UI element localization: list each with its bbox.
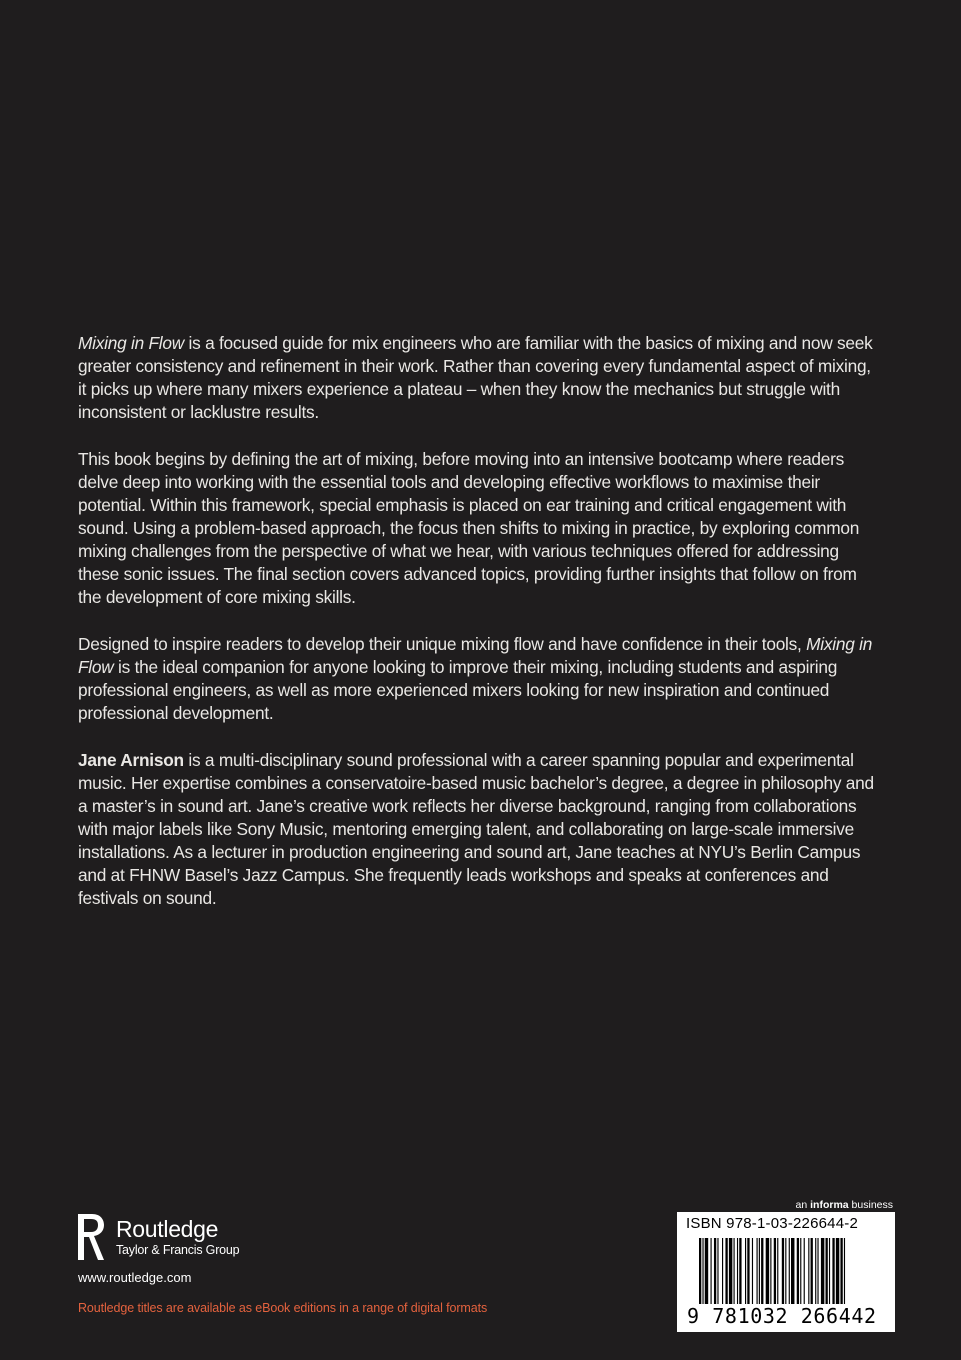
barcode-bar (729, 1238, 732, 1310)
informa-prefix: an (795, 1199, 811, 1211)
barcode-digits: 9 781032 266442 (687, 1304, 877, 1328)
publisher-url[interactable]: www.routledge.com (78, 1270, 192, 1285)
publisher-name: Routledge (116, 1216, 219, 1242)
blurb-text: is a focused guide for mix engineers who are familiar with the basics of mixing and now seek greater consistency and refinement in their work. Rather than covering every fundamental aspect of mixing, it picks up where many mixers experience a plateau – when they know the mechanics but struggle with inconsistent or lacklustre results. (78, 333, 873, 422)
barcode-bar (747, 1238, 749, 1310)
barcode-bar (734, 1238, 735, 1310)
barcode-bar (752, 1238, 753, 1310)
publisher-logo (76, 1212, 256, 1264)
barcode-bar (815, 1238, 816, 1310)
barcode-bar (785, 1238, 786, 1310)
publisher-group: Taylor & Francis Group (116, 1243, 240, 1257)
barcode-bar (702, 1238, 703, 1310)
barcode-bar (844, 1238, 845, 1310)
barcode-bars (699, 1238, 887, 1310)
barcode-bar (777, 1238, 778, 1310)
barcode-bar (782, 1238, 784, 1310)
barcode-bar (725, 1238, 727, 1310)
author-bio-text: is a multi-disciplinary sound professional with a career spanning popular and experimental music. Her expertise combines a conservatoire-based music bachelor’s degree, a degree in philosophy and a master’s in sound art. Jane’s creative work reflects her diverse background, ranging from collaborations with major labels like Sony Music, mentoring emerging talent, and collaborating on large-scale immersive installations. As a lecturer in production engineering and sound art, Jane teaches at NYU’s Berlin Campus and at FHNW Basel’s Jazz Campus. She frequently leads workshops and speaks at conferences and festivals on sound. (78, 750, 874, 908)
barcode-bar (766, 1238, 769, 1310)
blurb-paragraph-3 (78, 633, 878, 725)
barcode-bar (800, 1238, 801, 1310)
barcode-bar (840, 1238, 842, 1310)
isbn-label: ISBN 978-1-03-226644-2 (686, 1215, 859, 1232)
barcode-bar (757, 1238, 758, 1310)
back-cover-copy (78, 332, 878, 934)
barcode-bar (836, 1238, 839, 1310)
barcode-bar (829, 1238, 830, 1310)
routledge-r-icon (76, 1212, 106, 1262)
barcode-bar (717, 1238, 718, 1310)
barcode-bar (705, 1238, 708, 1310)
blurb-text: is the ideal companion for anyone looking to improve their mixing, including students and aspiring professional engineers, as well as more experienced mixers looking for new inspiration and continued professional development. (78, 657, 838, 723)
barcode-bar (745, 1238, 746, 1310)
barcode-bar (770, 1238, 771, 1310)
barcode-bar (821, 1238, 824, 1310)
barcode-bar (791, 1238, 794, 1310)
barcode-bar (759, 1238, 760, 1310)
book-title: Mixing in Flow (78, 333, 184, 353)
barcode-bar (797, 1238, 799, 1310)
author-bio (78, 749, 878, 910)
author-name: Jane Arnison (78, 750, 184, 770)
book-title: Mixing in Flow (78, 634, 873, 677)
ebook-note: Routledge titles are available as eBook editions in a range of digital formats (78, 1301, 488, 1315)
barcode-bar (774, 1238, 776, 1310)
barcode-bar (808, 1238, 809, 1310)
blurb-paragraph-1 (78, 332, 878, 424)
informa-suffix: business (848, 1199, 893, 1211)
barcode-bar (789, 1238, 790, 1310)
barcode-bar (699, 1238, 701, 1310)
isbn-barcode (677, 1212, 895, 1332)
blurb-text: Designed to inspire readers to develop their unique mixing flow and have confidence in their tools, (78, 634, 807, 654)
barcode-bar (811, 1238, 813, 1310)
barcode-bar (761, 1238, 763, 1310)
barcode-bar (826, 1238, 828, 1310)
blurb-paragraph-2: This book begins by defining the art of mixing, before moving into an intensive bootcamp where readers delve deep into working with the essential tools and developing effective workflows to maximise their potential. Within this framework, special emphasis is placed on ear training and critical engagement with sound. Using a problem-based approach, the focus then shifts to mixing in practice, by exploring common mixing challenges from the perspective of what we hear, with various techniques offered for addressing these sonic issues. The final section covers advanced topics, providing further insights that follow on from the development of core mixing skills. (78, 449, 860, 607)
barcode-bar (714, 1238, 716, 1310)
barcode-bar (737, 1238, 738, 1310)
barcode-bar (804, 1238, 805, 1310)
barcode-bar (817, 1238, 818, 1310)
informa-tagline (796, 1199, 893, 1211)
barcode-bar (711, 1238, 712, 1310)
barcode-bar (832, 1238, 834, 1310)
informa-brand: informa (810, 1199, 849, 1211)
barcode-bar (739, 1238, 741, 1310)
barcode-bar (722, 1238, 723, 1310)
